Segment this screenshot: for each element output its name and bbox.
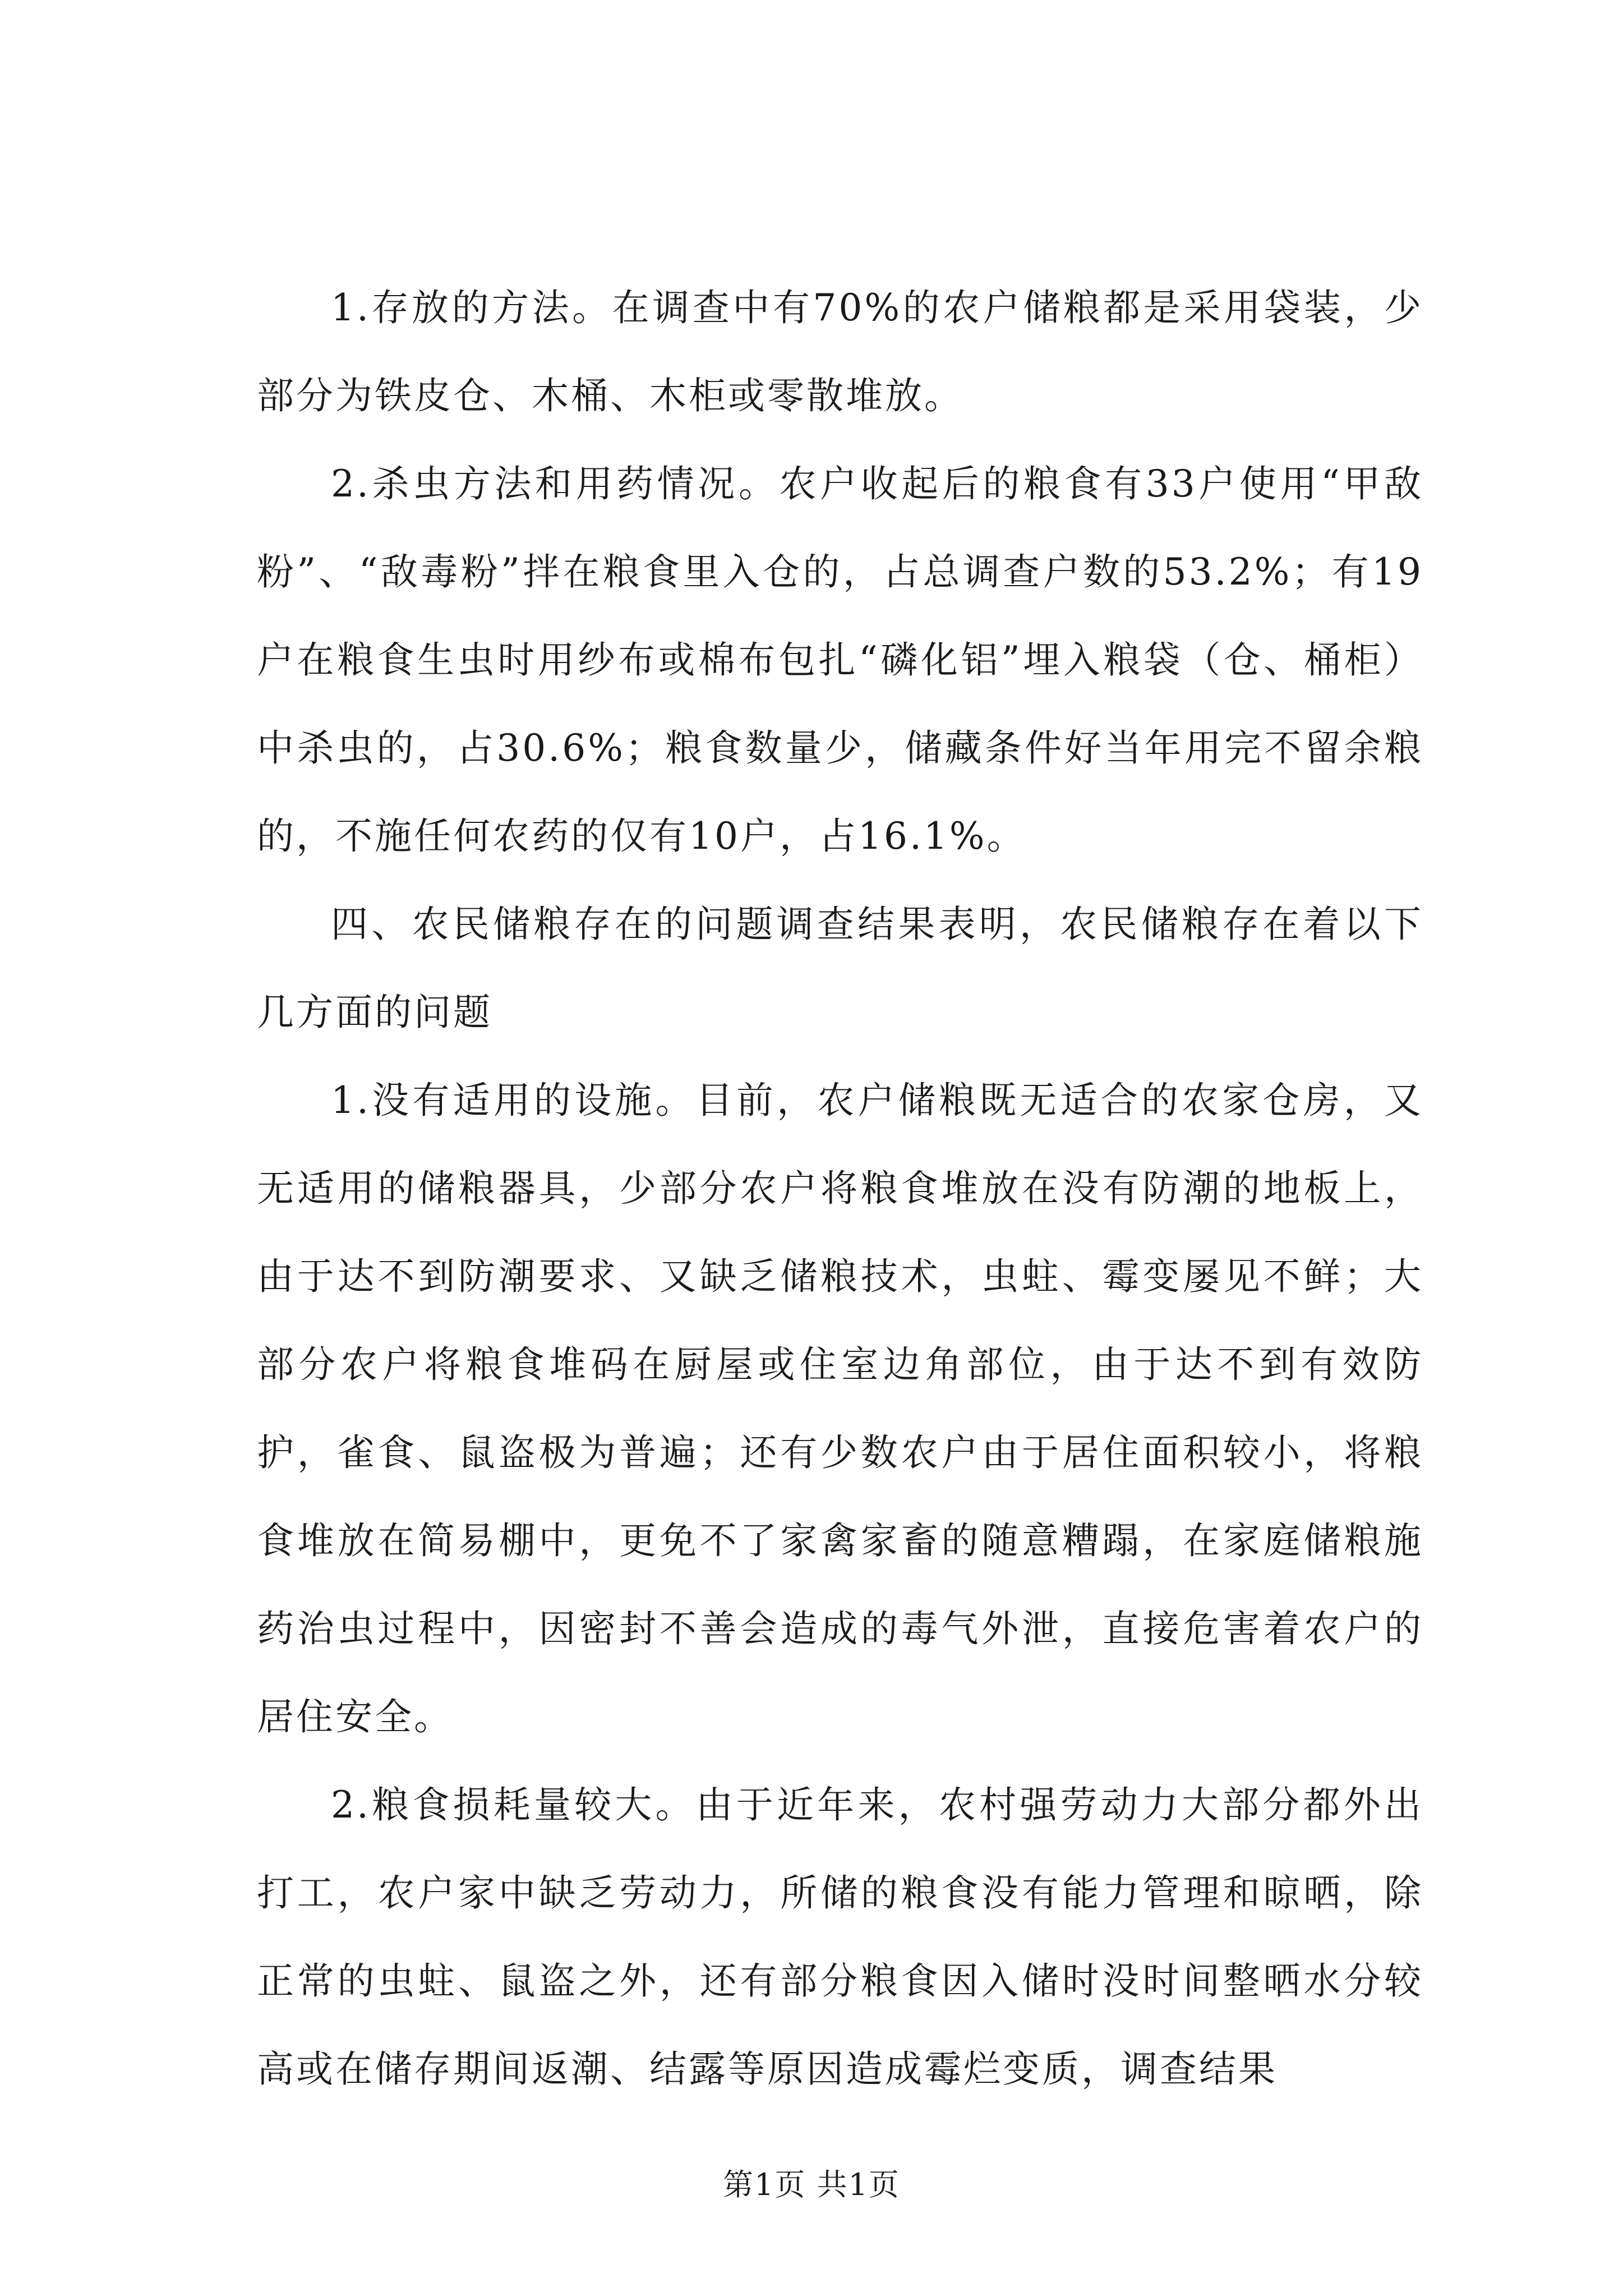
paragraph-section-heading: 四、农民储粮存在的问题调查结果表明，农民储粮存在着以下几方面的问题: [257, 903, 1423, 1034]
paragraph-grain-loss: 2.粮食损耗量较大。由于近年来，农村强劳动力大部分都外出打工，农户家中缺乏劳动力，所储的粮食没有能力管理和晾晒，除正常的虫蛀、鼠盗之外，还有部分粮食因入储时没时间整晒水分较高或在储存期间返潮、结露等原因造成霉烂变质，调查结果: [257, 1783, 1423, 2091]
paragraph-no-facilities: 1.没有适用的设施。目前，农户储粮既无适合的农家仓房，又无适用的储粮器具，少部分农户将粮食堆放在没有防潮的地板上，由于达不到防潮要求、又缺乏储粮技术，虫蛀、霉变屡见不鲜；大部分农户将粮食堆码在厨屋或住室边角部位，由于达不到有效防护，雀食、鼠盗极为普遍；还有少数农户由于居住面积较小，将粮食堆放在简易棚中，更免不了家禽家畜的随意糟蹋，在家庭储粮施药治虫过程中，因密封不善会造成的毒气外泄，直接危害着农户的居住安全。: [257, 1079, 1423, 1738]
page-footer: 第1页 共1页: [723, 2167, 900, 2202]
document-body: [257, 264, 1423, 2113]
paragraph-pest-control: 2.杀虫方法和用药情况。农户收起后的粮食有33户使用“甲敌粉”、“敌毒粉”拌在粮食里入仓的，占总调查户数的53.2%；有19户在粮食生虫时用纱布或棉布包扎“磷化铝”埋入粮袋（仓、桶柜）中杀虫的，占30.6%；粮食数量少，储藏条件好当年用完不留余粮的，不施任何农药的仅有10户，占16.1%。: [257, 462, 1423, 858]
paragraph-storage-method: 1.存放的方法。在调查中有70%的农户储粮都是采用袋装，少部分为铁皮仓、木桶、木柜或零散堆放。: [257, 286, 1423, 417]
